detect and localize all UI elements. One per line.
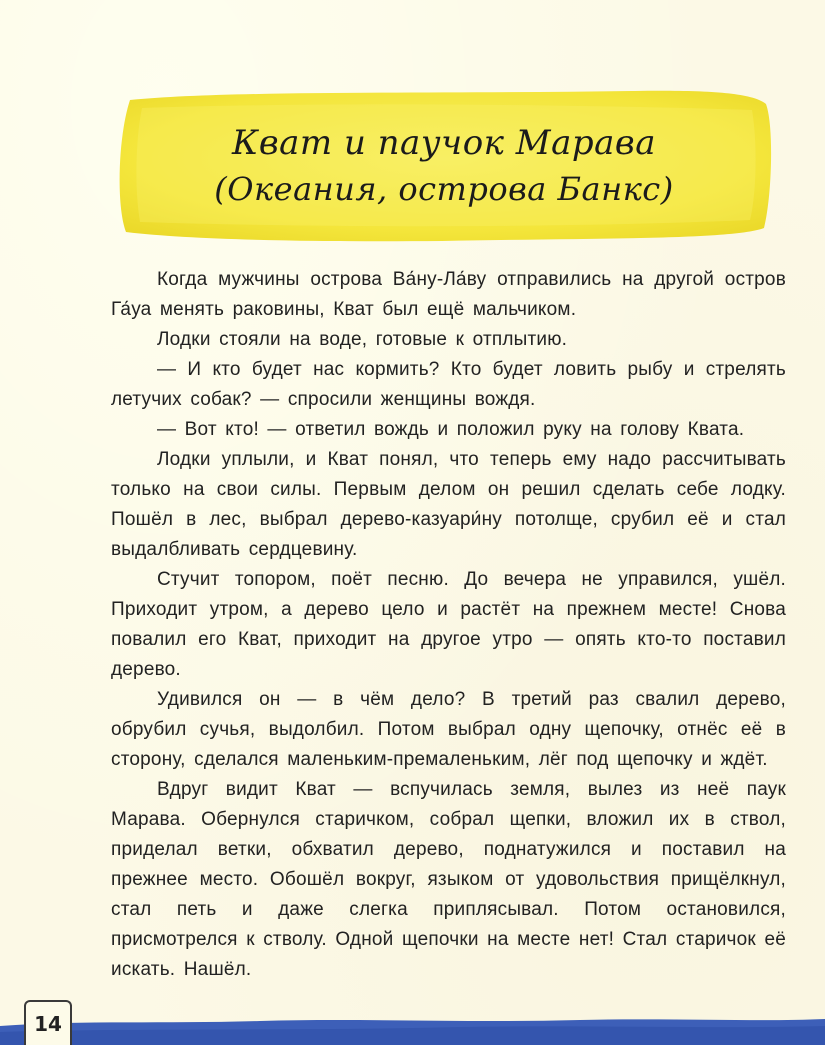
paragraph: Стучит топором, поёт песню. До вечера не управился, ушёл. Приходит утром, а дерево цело и растёт на прежнем месте! Снова повалил его Кват, приходит на другое утро — опять кто-то поставил дерево. [111, 569, 786, 680]
footer-watercolor-strip [0, 1012, 825, 1045]
title-banner [112, 86, 776, 246]
story-title: Кват и паучок Марава [232, 123, 656, 163]
paragraph: Лодки стояли на воде, готовые к отплытию. [157, 329, 568, 350]
paragraph: — И кто будет нас кормить? Кто будет ловить рыбу и стрелять летучих собак? — спросили женщины вождя. [111, 359, 786, 410]
story-text [111, 265, 786, 985]
story-subtitle: (Океания, острова Банкс) [214, 170, 674, 208]
paragraph: Лодки уплыли, и Кват понял, что теперь ему надо рассчитывать только на свои силы. Первым делом он решил сделать себе лодку. Пошёл в лес, выбрал дерево-казуари́ну потолще, срубил её и стал выдалбливать сердцевину. [111, 449, 786, 560]
paragraph: — Вот кто! — ответил вождь и положил руку на голову Квата. [157, 419, 745, 440]
page-number: 14 [24, 1000, 72, 1045]
paragraph: Вдруг видит Кват — вспучилась земля, вылез из неё паук Марава. Обернулся старичком, собрал щепки, вложил их в ствол, приделал ветки, обхватил дерево, поднатужился и поставил на прежнее место. Обошёл вокруг, языком от удовольствия прищёлкнул, стал петь и даже слегка приплясывал. Потом остановился, присмотрелся к стволу. Одной щепочки на месте нет! Стал старичок её искать. Нашёл. [111, 779, 786, 980]
paragraph: Когда мужчины острова Ва́ну-Ла́ву отправились на другой остров Га́уа менять раковины, Кват был ещё мальчиком. [111, 269, 786, 320]
paragraph: Удивился он — в чём дело? В третий раз свалил дерево, обрубил сучья, выдолбил. Потом выбрал одну щепочку, отнёс её в сторону, сделался маленьким-премаленьким, лёг под щепочку и ждёт. [111, 689, 786, 770]
